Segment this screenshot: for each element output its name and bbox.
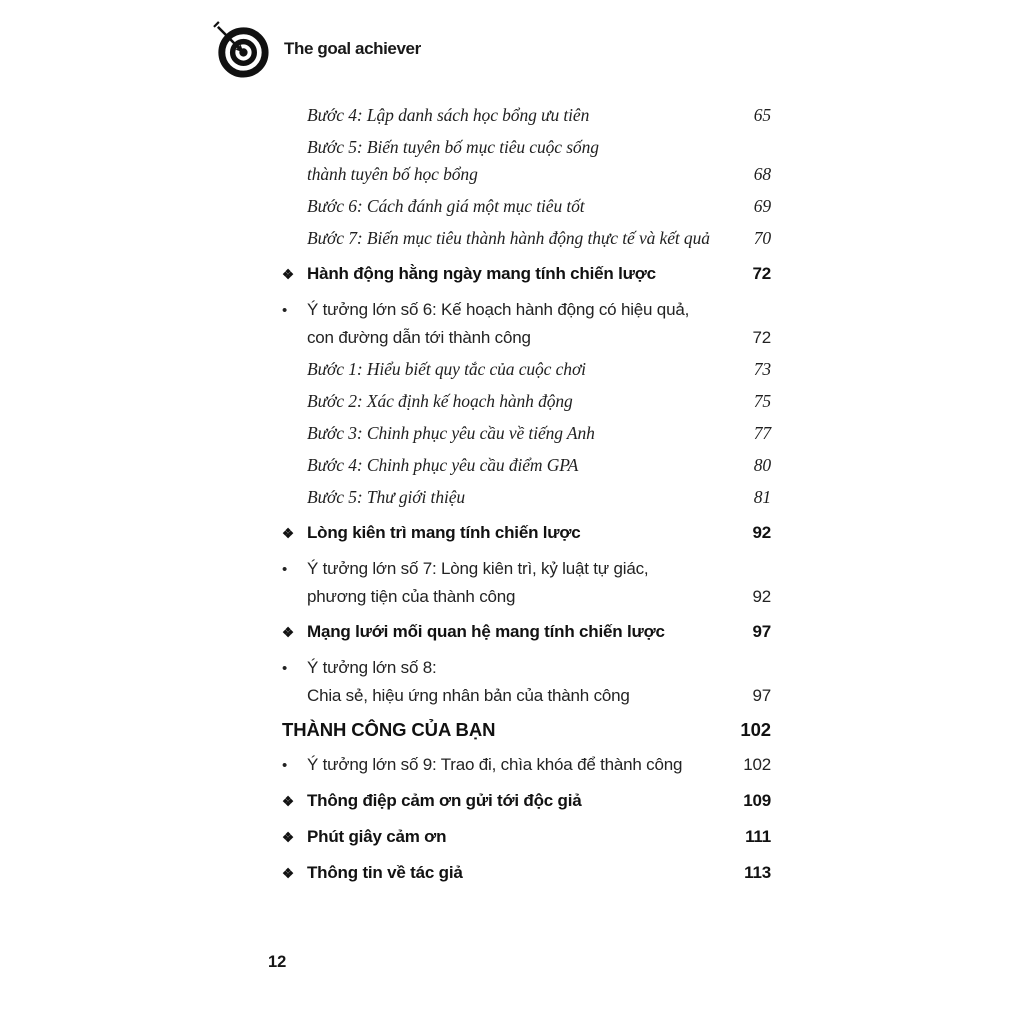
toc-entry-page: 70 <box>753 228 771 248</box>
toc-entry-title: Bước 4: Lập danh sách học bổng ưu tiên <box>307 105 590 125</box>
toc-entry <box>282 519 771 547</box>
diamond-bullet-icon: ❖ <box>282 625 294 640</box>
bullseye-target-arrow-icon <box>210 18 272 80</box>
toc-entry-title: Chia sẻ, hiệu ứng nhân bản của thành công <box>307 686 630 705</box>
toc-entry-page: 81 <box>753 487 771 507</box>
toc-entry-page: 111 <box>745 827 771 846</box>
toc-entry <box>282 484 771 511</box>
toc-entry <box>282 296 771 324</box>
toc-entry <box>282 102 771 129</box>
toc-entry <box>282 356 771 383</box>
toc-entry-title: Ý tưởng lớn số 8: <box>307 658 437 677</box>
toc-entry-page: 75 <box>753 391 771 411</box>
toc-entry <box>282 260 771 288</box>
toc-entry <box>282 555 771 583</box>
toc-entry-page: 113 <box>744 863 771 882</box>
diamond-bullet-icon: ❖ <box>282 830 294 845</box>
toc-entry-page: 97 <box>752 622 771 641</box>
toc-entry-page: 69 <box>753 196 771 216</box>
toc-entry <box>282 161 771 188</box>
toc-entry-title: Ý tưởng lớn số 9: Trao đi, chìa khóa để thành công <box>307 755 683 774</box>
toc-entry <box>282 823 771 851</box>
toc-entry-page: 73 <box>753 359 771 379</box>
bullet-icon: • <box>282 660 288 677</box>
toc-entry-title: Mạng lưới mối quan hệ mang tính chiến lược <box>307 622 665 641</box>
diamond-bullet-icon: ❖ <box>282 267 294 282</box>
toc-entry-title: Thông điệp cảm ơn gửi tới độc giả <box>307 791 582 810</box>
book-title: The goal achiever <box>284 39 421 58</box>
diamond-bullet-icon: ❖ <box>282 866 294 881</box>
diamond-bullet-icon: ❖ <box>282 526 294 541</box>
toc-entry <box>282 134 771 161</box>
bullet-icon: • <box>282 302 288 319</box>
toc-entry-title: thành tuyên bố học bổng <box>307 164 478 184</box>
toc-entry-title: Bước 2: Xác định kế hoạch hành động <box>307 391 573 411</box>
toc-entry-title: Ý tưởng lớn số 7: Lòng kiên trì, kỷ luật tự giác, <box>307 559 649 578</box>
toc-entry-title: con đường dẫn tới thành công <box>307 328 531 347</box>
toc-entry-page: 72 <box>752 264 771 283</box>
page-number: 12 <box>268 953 287 971</box>
toc-entry-title: Bước 7: Biến mục tiêu thành hành động thực tế và kết quả <box>307 228 710 248</box>
toc-entry <box>282 787 771 815</box>
toc-entry-title: Hành động hằng ngày mang tính chiến lược <box>307 264 656 283</box>
toc-entry-page: 65 <box>753 105 771 125</box>
toc-entry <box>282 583 771 610</box>
toc-entry <box>282 618 771 646</box>
toc-entry <box>282 452 771 479</box>
toc-entry-page: 97 <box>752 686 771 705</box>
toc-entry-title: Ý tưởng lớn số 6: Kế hoạch hành động có hiệu quả, <box>307 300 690 319</box>
page-header <box>210 18 421 80</box>
toc-entry-title: Bước 5: Biến tuyên bố mục tiêu cuộc sống <box>307 137 599 157</box>
toc-entry <box>282 225 771 252</box>
toc-entry-title: Bước 3: Chinh phục yêu cầu về tiếng Anh <box>307 423 595 443</box>
toc-entry-page: 77 <box>753 423 771 443</box>
toc-entry-title: Phút giây cảm ơn <box>307 827 447 846</box>
toc-entry <box>282 682 771 709</box>
toc-entry <box>282 388 771 415</box>
toc-entry-title: Thông tin về tác giả <box>307 863 463 882</box>
toc-entry <box>282 654 771 682</box>
toc-entry-page: 72 <box>752 328 771 347</box>
bullet-icon: • <box>282 757 288 774</box>
toc-entry <box>282 716 771 743</box>
toc-entry-title: Bước 4: Chinh phục yêu cầu điểm GPA <box>307 455 579 475</box>
toc-entry-page: 102 <box>743 755 771 774</box>
toc-entry-title: Bước 1: Hiểu biết quy tắc của cuộc chơi <box>307 359 586 379</box>
toc-entry <box>282 193 771 220</box>
toc-entry-page: 109 <box>743 791 771 810</box>
toc-entry-title: Bước 5: Thư giới thiệu <box>307 487 466 507</box>
diamond-bullet-icon: ❖ <box>282 794 294 809</box>
toc-entry-title: THÀNH CÔNG CỦA BẠN <box>282 719 496 740</box>
toc-entry-title: Lòng kiên trì mang tính chiến lược <box>307 523 581 542</box>
table-of-contents <box>282 97 771 887</box>
toc-entry-page: 102 <box>740 719 771 740</box>
toc-entry <box>282 324 771 351</box>
toc-entry <box>282 751 771 779</box>
toc-entry <box>282 859 771 887</box>
toc-entry-page: 80 <box>753 455 771 475</box>
toc-entry-title: phương tiện của thành công <box>307 587 516 606</box>
toc-entry-page: 68 <box>753 164 771 184</box>
toc-entry <box>282 420 771 447</box>
toc-entry-title: Bước 6: Cách đánh giá một mục tiêu tốt <box>307 196 585 216</box>
toc-entry-page: 92 <box>752 523 771 542</box>
toc-entry-page: 92 <box>752 587 771 606</box>
bullet-icon: • <box>282 561 288 578</box>
